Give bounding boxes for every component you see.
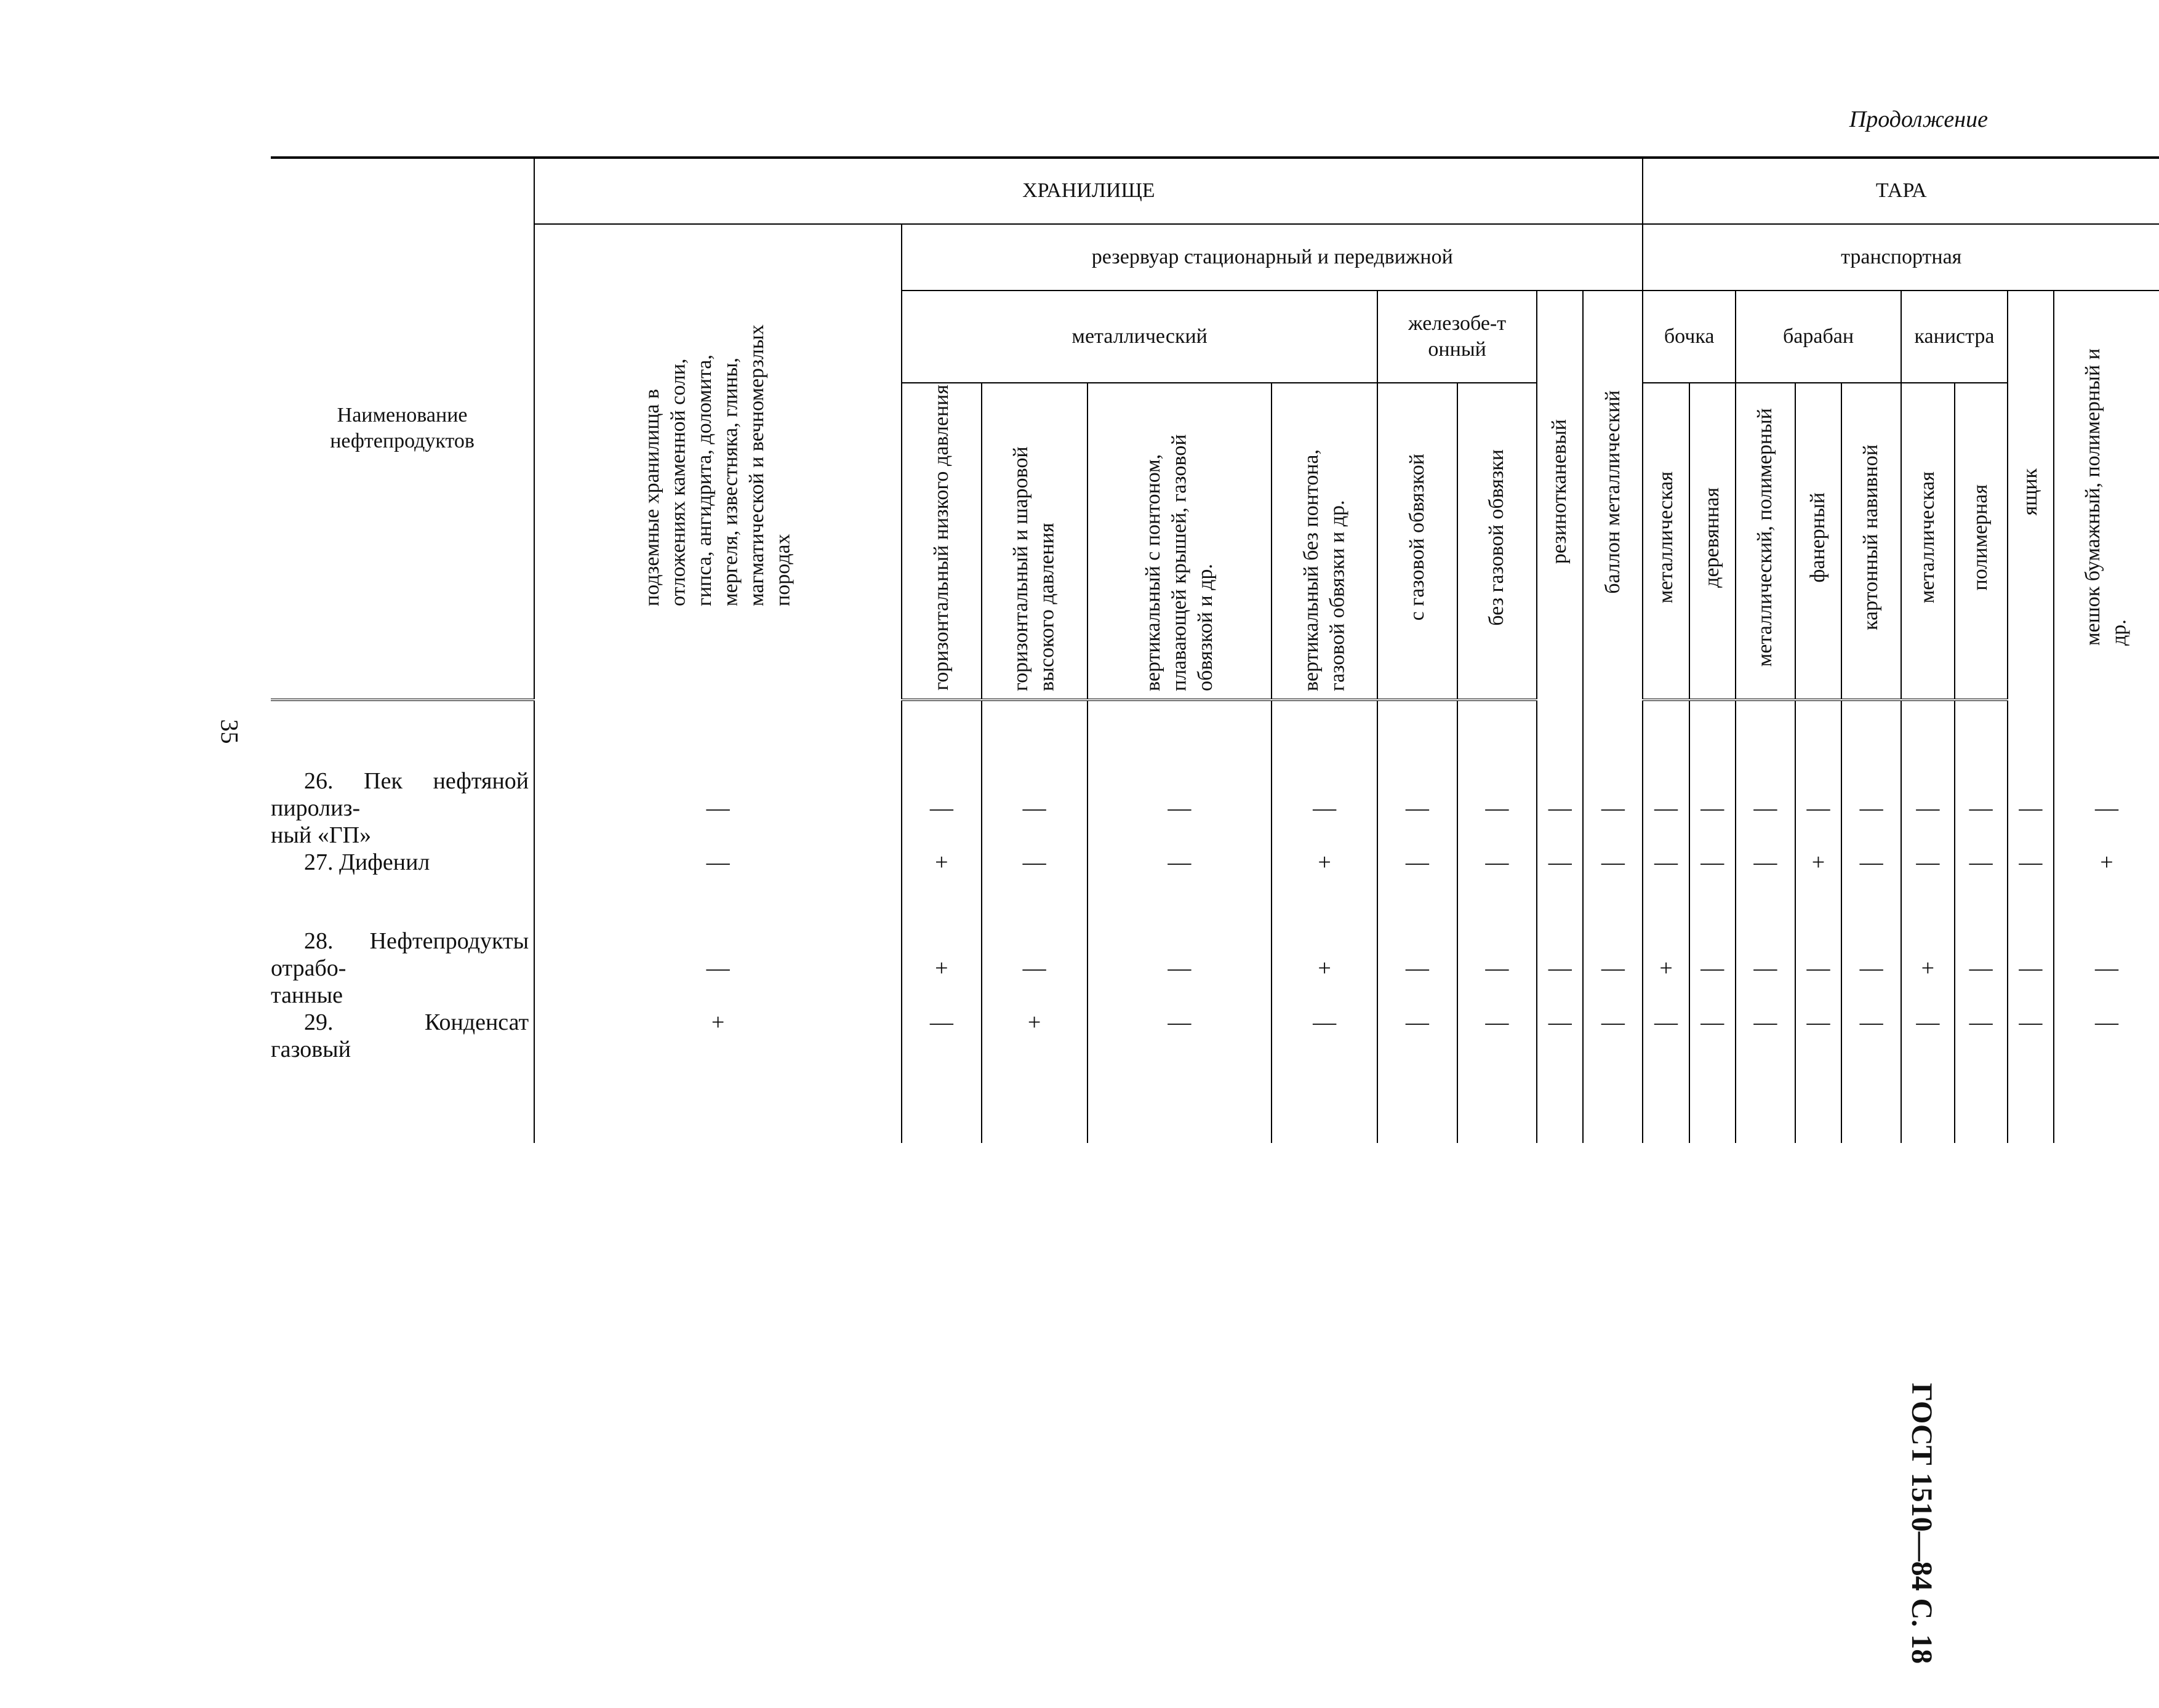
cylinder-header: баллон металлический: [1583, 291, 1643, 700]
mark: —: [2019, 849, 2043, 875]
mark-cell: [1795, 1009, 1841, 1143]
mark: —: [1485, 795, 1509, 821]
mark: —: [1313, 1009, 1337, 1035]
mark-cell: [1088, 1009, 1272, 1143]
mark-cell: [1457, 928, 1537, 1009]
barrel-header: бочка: [1643, 291, 1735, 383]
mark-cell: [1901, 768, 1954, 849]
col-vert-ponton: вертикальный с понтоном, плавающей крышей, газовой обвязкой и др.: [1088, 383, 1272, 700]
mark-cell: [1689, 928, 1736, 1009]
mark-cell: [2008, 928, 2054, 1009]
mark: +: [935, 849, 948, 875]
mark-cell: [1841, 849, 1901, 928]
mark-cell: [1272, 849, 1377, 928]
mark: —: [1601, 849, 1625, 875]
mark: —: [1969, 795, 1993, 821]
mark: —: [1654, 1009, 1678, 1035]
col-barrel-wood: деревянная: [1689, 383, 1736, 700]
mark: —: [2094, 1009, 2118, 1035]
mark-cell: [1272, 768, 1377, 849]
mark: —: [1916, 849, 1940, 875]
mark: —: [706, 849, 730, 875]
mark: —: [1548, 955, 1572, 981]
mark: —: [1753, 795, 1777, 821]
mark-cell: [2054, 849, 2159, 928]
mark: —: [1753, 849, 1777, 875]
col-hor-low: горизонтальный низкого давления: [902, 383, 982, 700]
mark-cell: [1583, 768, 1643, 849]
mark-cell: [1377, 768, 1457, 849]
col-with-gas: с газовой обвязкой: [1377, 383, 1457, 700]
mark-cell: [902, 849, 982, 928]
col-vert-no: вертикальный без понтона, газовой обвязки и др.: [1272, 383, 1377, 700]
table-row: [271, 768, 2159, 849]
mark-cell: [2008, 849, 2054, 928]
product-name-header: Наименование нефтепродуктов: [271, 158, 534, 700]
mark: —: [1168, 955, 1192, 981]
col-without-gas: без газовой обвязки: [1457, 383, 1537, 700]
mark: —: [706, 955, 730, 981]
table-row: [271, 1009, 2159, 1143]
col-drum-metal: металлический, полимерный: [1736, 383, 1795, 700]
mark: —: [1654, 795, 1678, 821]
mark-cell: [1955, 1009, 2008, 1143]
mark-cell: [1088, 928, 1272, 1009]
mark-cell: [1643, 928, 1689, 1009]
mark-cell: [1457, 768, 1537, 849]
mark-cell: [1537, 768, 1583, 849]
mark: —: [1601, 1009, 1625, 1035]
mark: —: [1485, 1009, 1509, 1035]
mark: +: [1318, 955, 1331, 981]
box-header: ящик: [2008, 291, 2054, 700]
mark-cell: [1901, 1009, 1954, 1143]
canister-header: канистра: [1901, 291, 2008, 383]
product-name-cell: 27. Дифенил: [304, 849, 430, 875]
bag-header: мешок бумажный, полимерный и др.: [2054, 291, 2159, 700]
mark: —: [1022, 955, 1046, 981]
mark-cell: [1795, 928, 1841, 1009]
mark: —: [1700, 795, 1724, 821]
mark: —: [1700, 955, 1724, 981]
col-hor-high: горизонтальный и шаровой высокого давления: [982, 383, 1088, 700]
mark-cell: [1841, 768, 1901, 849]
mark: —: [1859, 1009, 1883, 1035]
mark: —: [1916, 1009, 1940, 1035]
mark: —: [1548, 849, 1572, 875]
mark-cell: [1088, 768, 1272, 849]
mark-cell: [1955, 928, 2008, 1009]
mark-cell: [2008, 768, 2054, 849]
mark: —: [1753, 1009, 1777, 1035]
underground-storage-header: подземные хранилища в отложениях каменной соли, гипса, ангидрита, доломита, мергеля, известняка, глины, магматической и вечномерзлых породах: [534, 224, 902, 700]
mark-cell: [982, 1009, 1088, 1143]
storage-group-header: ХРАНИЛИЩЕ: [534, 158, 1643, 224]
mark-cell: [1377, 1009, 1457, 1143]
mark: —: [1405, 795, 1429, 821]
mark-cell: [1689, 849, 1736, 928]
mark-cell: [1689, 768, 1736, 849]
mark: —: [2094, 795, 2118, 821]
mark: —: [1022, 795, 1046, 821]
mark-cell: [1736, 849, 1795, 928]
mark-cell: [1795, 849, 1841, 928]
mark-cell: [534, 768, 902, 849]
mark: —: [1753, 955, 1777, 981]
mark-cell: [1583, 849, 1643, 928]
mark-cell: [1736, 768, 1795, 849]
mark: +: [1318, 849, 1331, 875]
reservoir-header: резервуар стационарный и передвижной: [902, 224, 1643, 291]
mark: —: [1969, 955, 1993, 981]
mark: —: [1969, 1009, 1993, 1035]
concrete-header: железобе-тонный: [1377, 291, 1537, 383]
mark-cell: [1955, 768, 2008, 849]
mark: —: [1548, 1009, 1572, 1035]
mark: —: [1806, 955, 1830, 981]
col-drum-cardboard: картонный навивной: [1841, 383, 1901, 700]
mark-cell: [1643, 849, 1689, 928]
mark-cell: [982, 928, 1088, 1009]
container-group-header: ТАРА: [1643, 158, 2159, 224]
mark-cell: [1841, 1009, 1901, 1143]
mark: —: [1022, 849, 1046, 875]
mark: —: [1859, 795, 1883, 821]
mark: —: [1485, 849, 1509, 875]
mark-cell: [1272, 928, 1377, 1009]
mark: —: [1168, 1009, 1192, 1035]
mark-cell: [1795, 768, 1841, 849]
product-name-cell: 29. Конденсат газовый: [271, 1009, 529, 1062]
mark-cell: [902, 1009, 982, 1143]
mark: —: [1601, 955, 1625, 981]
mark: +: [1659, 955, 1673, 981]
mark: —: [1806, 1009, 1830, 1035]
mark-cell: [1537, 928, 1583, 1009]
col-can-metal: металлическая: [1901, 383, 1954, 700]
mark-cell: [1643, 768, 1689, 849]
mark-cell: [1457, 849, 1537, 928]
mark-cell: [1088, 849, 1272, 928]
mark: +: [2100, 849, 2113, 875]
drum-header: барабан: [1736, 291, 1901, 383]
mark: —: [1405, 849, 1429, 875]
mark: —: [1405, 955, 1429, 981]
mark: —: [2019, 1009, 2043, 1035]
mark: —: [1601, 795, 1625, 821]
mark: —: [1313, 795, 1337, 821]
mark: —: [1859, 955, 1883, 981]
mark-cell: [1841, 928, 1901, 1009]
mark: —: [2094, 955, 2118, 981]
mark: —: [929, 795, 953, 821]
product-name-cell: 28. Нефтепродукты отрабо- танные: [271, 928, 529, 1008]
mark-cell: [2054, 768, 2159, 849]
mark: —: [2019, 795, 2043, 821]
mark-cell: [982, 768, 1088, 849]
mark: —: [1168, 849, 1192, 875]
continuation-label: Продолжение: [1849, 106, 1988, 132]
document-code: ГОСТ 1510—84 С. 18: [1905, 1382, 1938, 1664]
table-row: [271, 849, 2159, 928]
mark-cell: [1583, 928, 1643, 1009]
mark-cell: [1643, 1009, 1689, 1143]
mark-cell: [1689, 1009, 1736, 1143]
mark-cell: [1377, 928, 1457, 1009]
mark-cell: [2008, 1009, 2054, 1143]
mark: —: [929, 1009, 953, 1035]
mark-cell: [1457, 1009, 1537, 1143]
mark: +: [1811, 849, 1825, 875]
mark: —: [1654, 849, 1678, 875]
metallic-header: металлический: [902, 291, 1377, 383]
mark-cell: [534, 928, 902, 1009]
mark: —: [1969, 849, 1993, 875]
mark: —: [706, 795, 730, 821]
mark-cell: [982, 849, 1088, 928]
mark-cell: [1901, 849, 1954, 928]
mark-cell: [902, 928, 982, 1009]
mark-cell: [1272, 1009, 1377, 1143]
mark-cell: [902, 768, 982, 849]
mark-cell: [1955, 849, 2008, 928]
mark-cell: [1901, 928, 1954, 1009]
mark: +: [1921, 955, 1935, 981]
mark: —: [1168, 795, 1192, 821]
mark: —: [1485, 955, 1509, 981]
col-drum-plywood: фанерный: [1795, 383, 1841, 700]
mark: —: [2019, 955, 2043, 981]
product-name-cell: 26. Пек нефтяной пиролиз- ный «ГП»: [271, 768, 529, 848]
page-number: 35: [215, 719, 244, 744]
mark-cell: [1377, 849, 1457, 928]
col-can-polymer: полимерная: [1955, 383, 2008, 700]
mark: —: [1700, 1009, 1724, 1035]
mark: +: [1027, 1009, 1041, 1035]
mark-cell: [1537, 849, 1583, 928]
mark-cell: [2054, 1009, 2159, 1143]
transport-header: транспортная: [1643, 224, 2159, 291]
table-row: [271, 928, 2159, 1009]
mark-cell: [1736, 1009, 1795, 1143]
mark-cell: [1583, 1009, 1643, 1143]
mark: —: [1806, 795, 1830, 821]
rubberized-header: резинотканевый: [1537, 291, 1583, 700]
mark-cell: [534, 1009, 902, 1143]
mark: —: [1548, 795, 1572, 821]
mark: —: [1405, 1009, 1429, 1035]
mark-cell: [1736, 928, 1795, 1009]
mark: +: [935, 955, 948, 981]
product-storage-table: [271, 156, 2159, 1143]
mark: +: [711, 1009, 725, 1035]
col-barrel-metal: металлическая: [1643, 383, 1689, 700]
mark: —: [1916, 795, 1940, 821]
mark-cell: [2054, 928, 2159, 1009]
mark: —: [1700, 849, 1724, 875]
mark-cell: [1537, 1009, 1583, 1143]
mark: —: [1859, 849, 1883, 875]
mark-cell: [534, 849, 902, 928]
